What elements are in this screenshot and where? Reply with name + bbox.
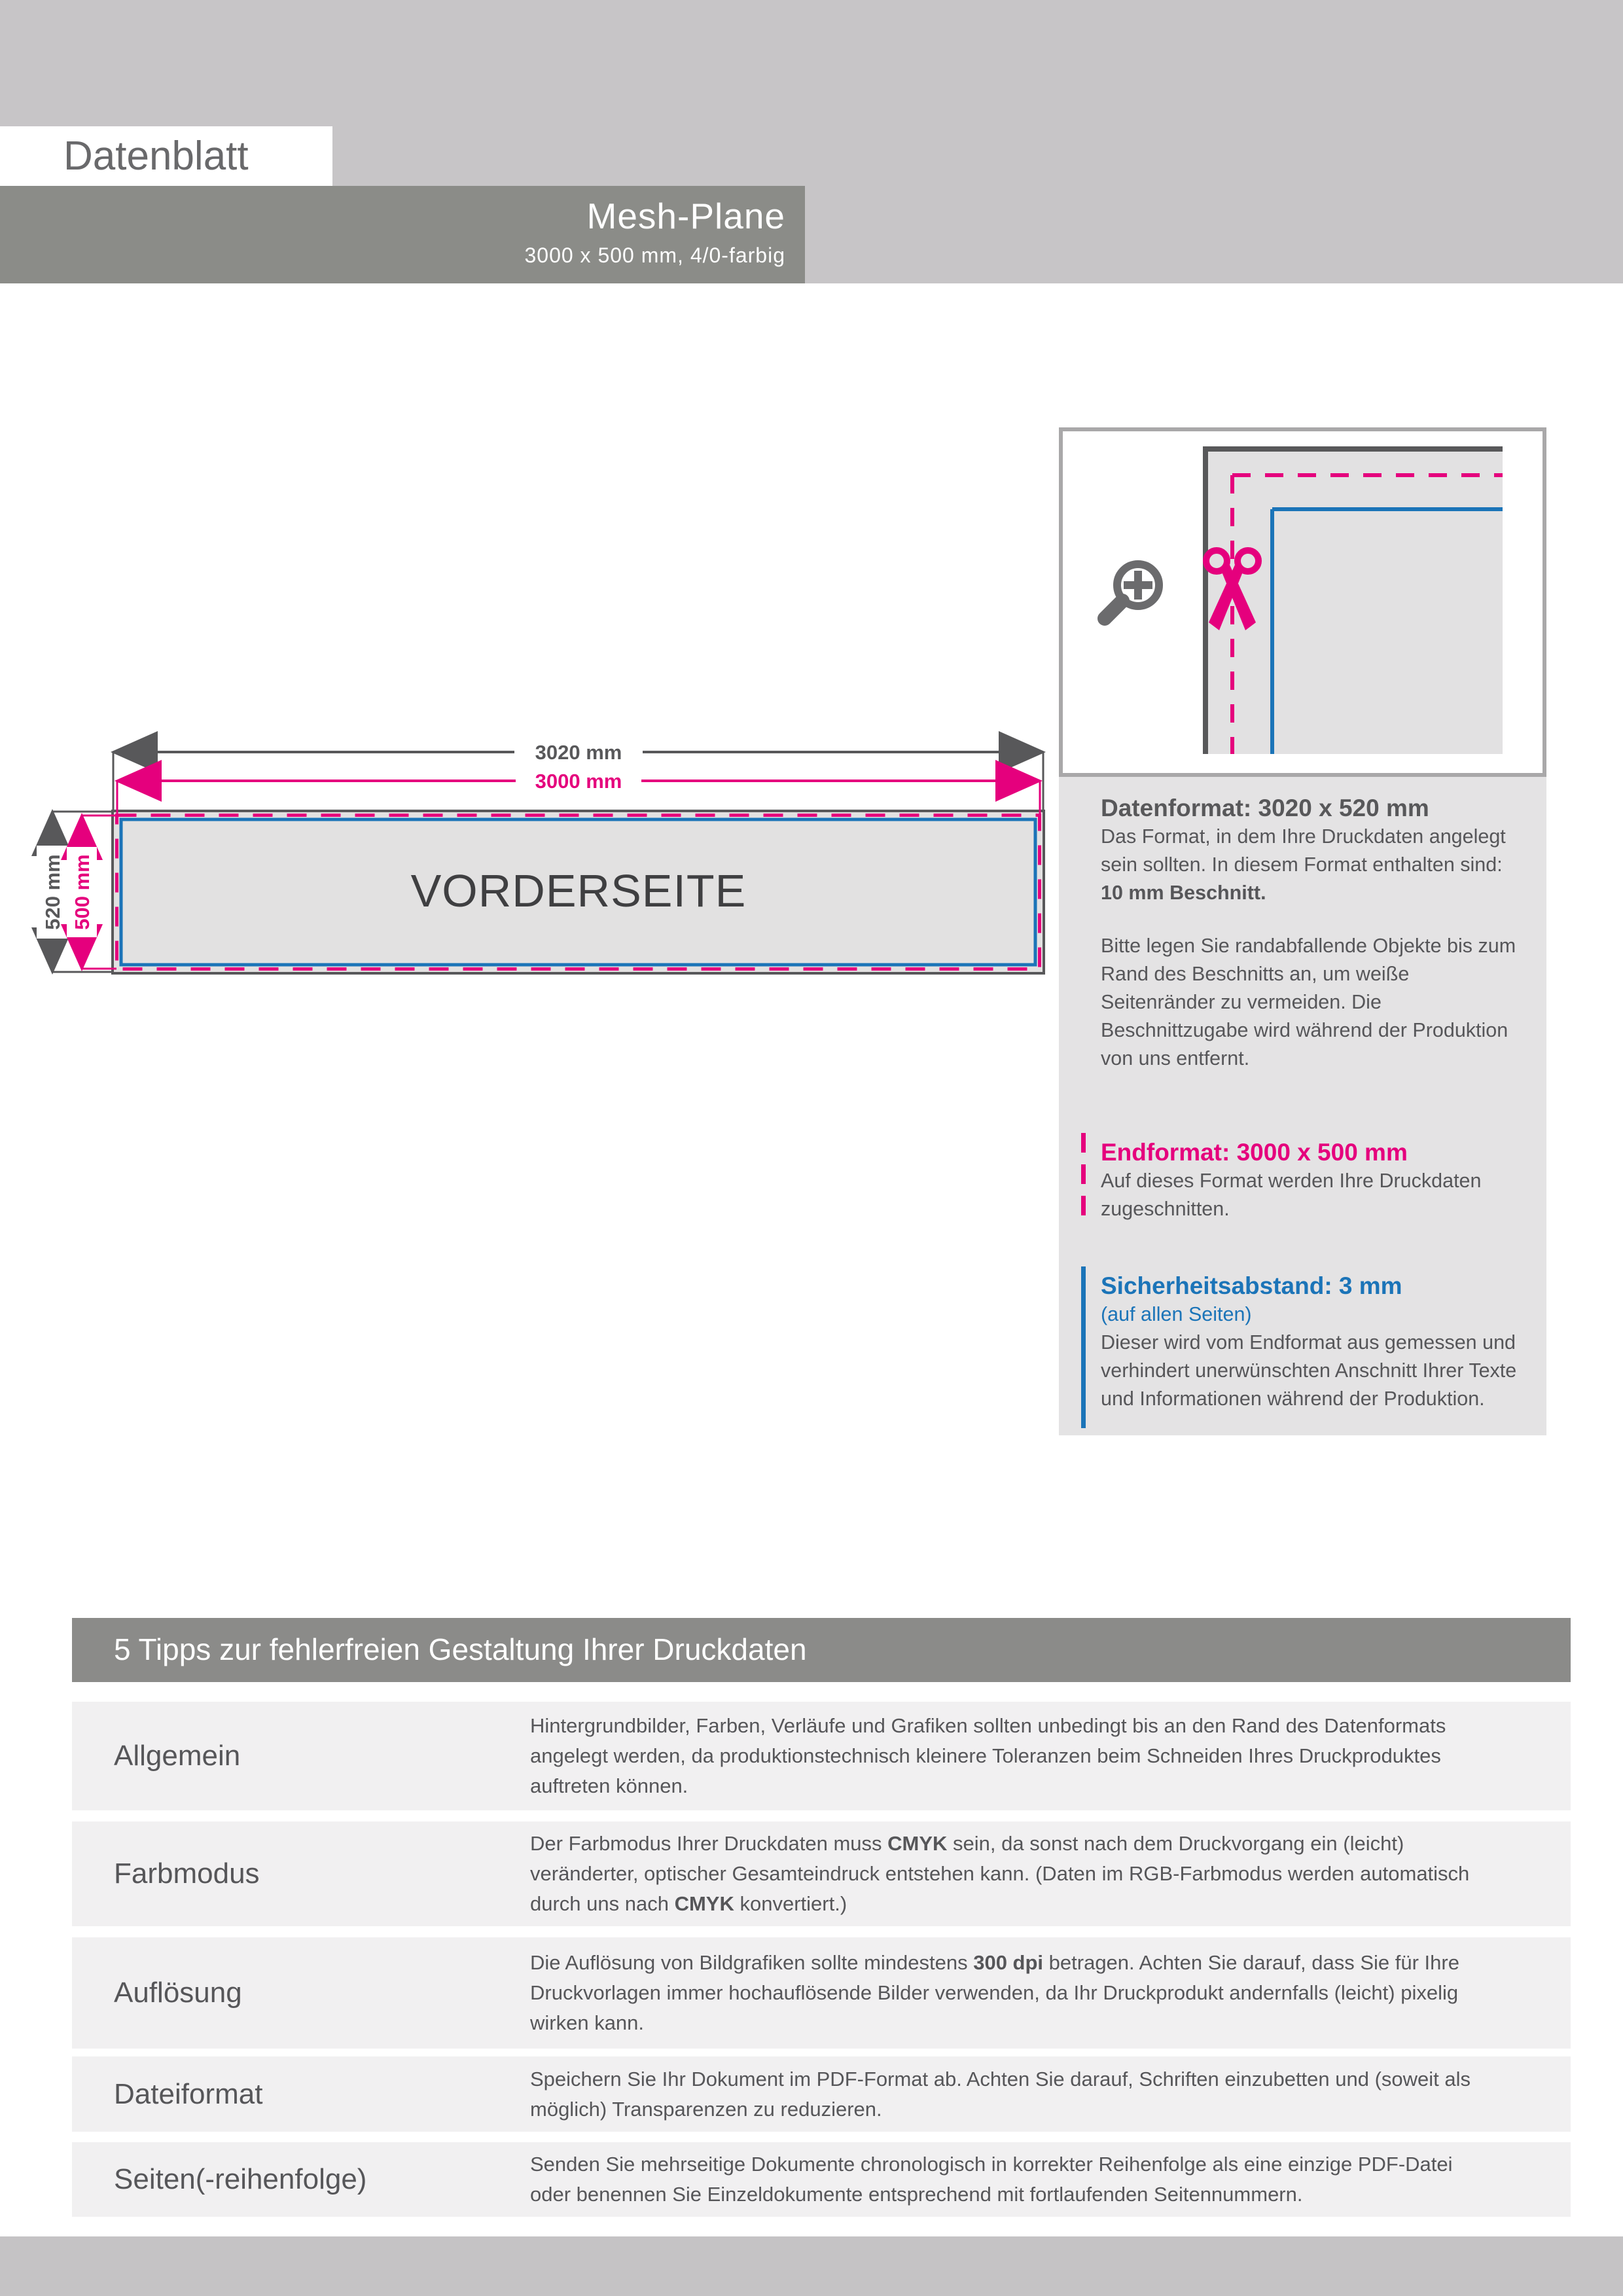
endformat-cut-marker [1081,1133,1086,1219]
tip-row-label: Dateiformat [114,2077,263,2110]
height-outer-label: 520 mm [41,854,64,930]
tip-row-text: Senden Sie mehrseitige Dokumente chronologisch in korrekter Reihenfolge als eine einzige PDF-Datei oder benennen Sie Einzeldokumente entsprechend mit fortlaufenden Seitennummern. [530,2153,1453,2206]
tip-row-text: Die Auflösung von Bildgrafiken sollte mindestens 300 dpi betragen. Achten Sie darauf, dass Sie für Ihre Druckvorlagen immer hochauflösende Bilder verwenden, da Ihr Druckprodukt andernfalls (leicht) pixelig wirken kann. [530,1951,1459,2034]
product-name: Mesh-Plane [586,196,785,236]
width-final-label: 3000 mm [535,770,622,793]
format-diagram [0,720,1086,1021]
tip-row-aufloesung [72,1937,1571,2049]
endformat-section [1101,1138,1524,1223]
endformat-heading: Endformat: 3000 x 500 mm [1101,1139,1408,1166]
sheet-title-box [0,126,332,186]
dimension-width-final [117,766,1040,795]
tip-row-label: Auflösung [114,1977,242,2009]
sicherheitsabstand-subheading: (auf allen Seiten) [1101,1303,1252,1325]
sicherheitsabstand-section [1101,1272,1524,1413]
tip-row-text: Der Farbmodus Ihrer Druckdaten muss CMYK sein, da sonst nach dem Druckvorgang ein (leicht) veränderter, optischer Gesamteindruck entstehen kann. (Daten im RGB-Farbmodus werden automatisch durch uns nach CMYK konvertiert.) [530,1832,1470,1915]
tip-row-dateiformat [72,2056,1571,2132]
tip-row-label: Seiten(-reihenfolge) [114,2163,367,2195]
tip-row-seitenreihenfolge [72,2142,1571,2217]
tip-row-label: Allgemein [114,1740,241,1772]
datenformat-body-2: Bitte legen Sie randabfallende Objekte bis zum Rand des Beschnitts an, um weiße Seitenränder zu vermeiden. Die Beschnittzugabe wird während der Produktion von uns entfernt. [1101,935,1516,1069]
corner-detail-box [1059,427,1546,777]
sheet-title: Datenblatt [63,134,249,179]
corner-illustration [1203,446,1503,754]
width-outer-label: 3020 mm [535,741,622,764]
front-side-label: VORDERSEITE [410,865,747,916]
format-info-panel [1059,777,1546,1435]
header-area [0,0,1623,283]
tip-row-farbmodus [72,1821,1571,1926]
zoom-icon [1105,564,1159,619]
datenformat-body: Das Format, in dem Ihre Druckdaten angelegt sein sollten. In diesem Format enthalten sind: 10 mm Beschnitt. [1101,825,1506,904]
tips-title-band [72,1618,1571,1682]
safety-marker [1081,1266,1086,1428]
banner-preview [113,811,1044,973]
height-final-label: 500 mm [71,854,94,930]
datenformat-heading: Datenformat: 3020 x 520 mm [1101,795,1429,821]
tips-title: 5 Tipps zur fehlerfreien Gestaltung Ihrer Druckdaten [114,1632,807,1666]
tip-row-text: Hintergrundbilder, Farben, Verläufe und Grafiken sollten unbedingt bis an den Rand des Datenformats angelegt werden, da produktionstechnisch kleinere Toleranzen beim Schneiden Ihres Druckproduktes auftreten können. [530,1714,1446,1797]
product-banner [0,186,805,283]
dimension-width-outer [113,737,1043,767]
tip-row-label: Farbmodus [114,1857,260,1890]
sicherheitsabstand-heading: Sicherheitsabstand: 3 mm [1101,1272,1402,1299]
product-spec: 3000 x 500 mm, 4/0-farbig [524,243,785,267]
tip-row-text: Speichern Sie Ihr Dokument im PDF-Format ab. Achten Sie darauf, Schriften einzubetten und (soweit als möglich) Transparenzen zu reduzieren. [530,2067,1471,2121]
datenformat-section [1101,794,1524,1073]
tip-row-allgemein [72,1702,1571,1810]
dimension-height-outer [37,812,68,972]
dimension-height-final [67,816,97,969]
sicherheitsabstand-body: Dieser wird vom Endformat aus gemessen und verhindert unerwünschten Anschnitt Ihrer Texte und Informationen während der Produktion. [1101,1331,1517,1410]
footer-band [0,2236,1623,2296]
endformat-body: Auf dieses Format werden Ihre Druckdaten zugeschnitten. [1101,1170,1482,1220]
